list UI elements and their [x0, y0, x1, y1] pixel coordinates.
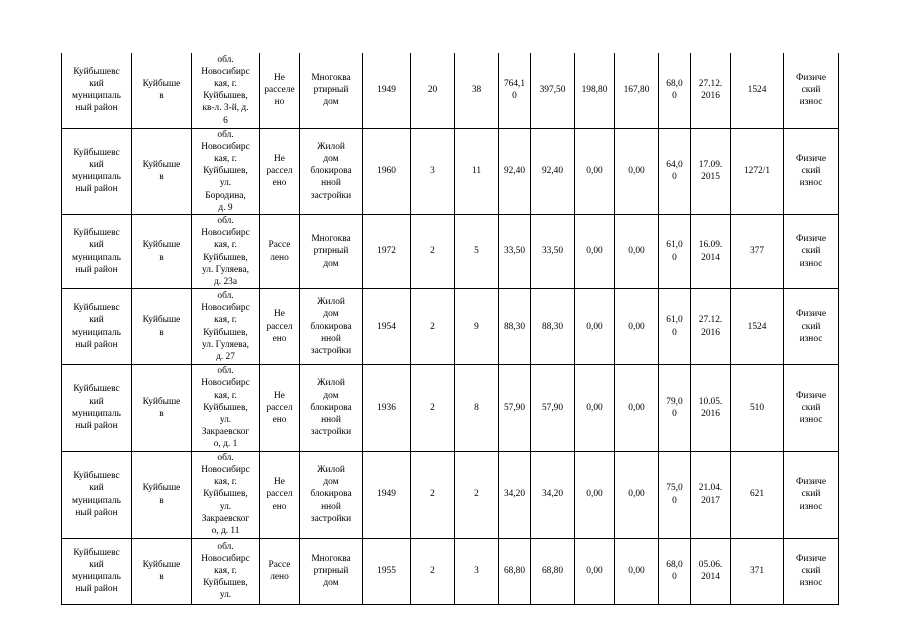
- cell-text: 371: [749, 565, 765, 576]
- cell-text: 57,90: [541, 402, 564, 413]
- cell-number: [731, 451, 784, 538]
- cell-text: 33,50: [541, 246, 564, 257]
- cell-text: 0,00: [628, 402, 645, 413]
- cell-area-a: [531, 365, 575, 451]
- table-row: [62, 53, 839, 128]
- cell-text: 0,00: [628, 565, 645, 576]
- cell-text: 27.12. 2016: [698, 79, 723, 102]
- cell-area-a: [531, 128, 575, 214]
- cell-area-b: [575, 451, 615, 538]
- cell-residents: [411, 451, 455, 538]
- cell-text: 38: [471, 85, 482, 96]
- cell-house-type: [300, 538, 363, 604]
- cell-text: обл. Новосибирс кая, г. Куйбышев, ул.: [201, 541, 250, 601]
- cell-total-area: [499, 289, 531, 365]
- cell-area-c: [615, 538, 659, 604]
- cell-text: Куйбышевс кий муниципаль ный район: [72, 228, 121, 275]
- cell-text: 75,0 0: [666, 483, 683, 506]
- cell-text: Куйбыше в: [142, 559, 181, 583]
- cell-text: 1954: [377, 321, 396, 332]
- cell-text: 21.04. 2017: [698, 483, 723, 506]
- cell-text: 0,00: [628, 246, 645, 257]
- cell-text: 27.12. 2016: [698, 315, 723, 338]
- cell-text: 2: [430, 246, 435, 257]
- cell-text: 0,00: [628, 321, 645, 332]
- cell-text: 1960: [377, 166, 396, 177]
- cell-wear: [659, 214, 691, 288]
- cell-text: Многоква ртирный дом: [311, 72, 351, 108]
- cell-number: [731, 53, 784, 128]
- cell-text: Куйбыше в: [142, 315, 181, 338]
- cell-text: Не рассел ено: [266, 309, 293, 344]
- cell-wear: [659, 451, 691, 538]
- cell-area-b: [575, 214, 615, 288]
- cell-text: 1949: [377, 489, 396, 500]
- cell-address: [192, 365, 260, 451]
- cell-text: Куйбышевс кий муниципаль ный район: [72, 471, 121, 518]
- cell-date: [691, 365, 731, 451]
- cell-text: 764,1 0: [503, 79, 526, 102]
- cell-area-b: [575, 538, 615, 604]
- cell-residents: [411, 538, 455, 604]
- cell-settlement: [132, 289, 192, 365]
- cell-text: Жилой дом блокирова нной застройки: [310, 297, 352, 356]
- cell-residents: [411, 128, 455, 214]
- table-row: [62, 289, 839, 365]
- cell-text: 68,80: [541, 565, 564, 576]
- cell-resettlement: [260, 289, 300, 365]
- cell-area-c: [615, 365, 659, 451]
- cell-area-c: [615, 128, 659, 214]
- cell-text: 167,80: [623, 85, 650, 96]
- cell-number: [731, 538, 784, 604]
- cell-settlement: [132, 451, 192, 538]
- cell-text: Жилой дом блокирова нной застройки: [310, 141, 352, 201]
- cell-date: [691, 538, 731, 604]
- cell-text: Не рассел ено: [266, 153, 293, 189]
- cell-reason: [784, 214, 839, 288]
- cell-rooms: [455, 538, 499, 604]
- cell-text: Физиче ский износ: [795, 153, 827, 189]
- cell-address: [192, 214, 260, 288]
- cell-year: [363, 214, 411, 288]
- cell-settlement: [132, 128, 192, 214]
- cell-settlement: [132, 365, 192, 451]
- cell-house-type: [300, 289, 363, 365]
- cell-district: [62, 53, 132, 128]
- cell-text: 0,00: [628, 166, 645, 177]
- cell-number: [731, 365, 784, 451]
- cell-area-a: [531, 214, 575, 288]
- cell-text: обл. Новосибирс кая, г. Куйбышев, ул. Бородина, д. 9: [201, 129, 250, 213]
- cell-text: 621: [749, 489, 765, 500]
- cell-year: [363, 289, 411, 365]
- cell-text: 2: [430, 565, 435, 576]
- cell-number: [731, 128, 784, 214]
- cell-text: 3: [430, 166, 435, 177]
- cell-year: [363, 53, 411, 128]
- cell-area-a: [531, 289, 575, 365]
- cell-date: [691, 53, 731, 128]
- table-row: [62, 214, 839, 288]
- cell-text: 68,0 0: [666, 559, 683, 583]
- cell-total-area: [499, 53, 531, 128]
- cell-text: 92,40: [503, 166, 526, 177]
- cell-text: 0,00: [586, 565, 603, 576]
- cell-wear: [659, 289, 691, 365]
- cell-text: Куйбышевс кий муниципаль ный район: [72, 384, 121, 432]
- cell-date: [691, 128, 731, 214]
- cell-text: 05.06. 2014: [698, 559, 723, 583]
- cell-text: 68,0 0: [666, 79, 683, 102]
- cell-text: Куйбышевс кий муниципаль ный район: [72, 547, 121, 595]
- cell-resettlement: [260, 53, 300, 128]
- cell-settlement: [132, 53, 192, 128]
- cell-text: Куйбыше в: [142, 240, 181, 263]
- cell-text: 79,0 0: [666, 396, 683, 419]
- cell-year: [363, 538, 411, 604]
- cell-text: 0,00: [586, 489, 603, 500]
- cell-area-c: [615, 451, 659, 538]
- cell-text: 5: [474, 246, 479, 257]
- cell-rooms: [455, 214, 499, 288]
- cell-text: 8: [474, 402, 479, 413]
- cell-text: 1936: [377, 402, 396, 413]
- cell-text: 198,80: [581, 85, 608, 96]
- cell-address: [192, 538, 260, 604]
- cell-area-a: [531, 53, 575, 128]
- cell-text: Физиче ский износ: [795, 553, 827, 589]
- cell-district: [62, 538, 132, 604]
- cell-text: обл. Новосибирс кая, г. Куйбышев, ул. Гуляева, д. 27: [201, 291, 250, 363]
- cell-text: 34,20: [541, 489, 564, 500]
- cell-text: 510: [749, 402, 765, 413]
- cell-address: [192, 451, 260, 538]
- cell-text: 1524: [747, 85, 767, 96]
- cell-text: 17.09. 2015: [698, 160, 723, 183]
- cell-rooms: [455, 451, 499, 538]
- cell-text: 2: [474, 489, 479, 500]
- cell-text: 20: [427, 85, 438, 96]
- cell-text: Жилой дом блокирова нной застройки: [310, 378, 352, 438]
- cell-resettlement: [260, 538, 300, 604]
- cell-year: [363, 451, 411, 538]
- cell-text: 1524: [747, 321, 767, 332]
- cell-text: Физиче ский износ: [795, 234, 827, 269]
- cell-text: 1949: [377, 85, 396, 96]
- cell-text: Физиче ский износ: [795, 477, 827, 512]
- cell-text: 61,0 0: [666, 240, 683, 263]
- cell-number: [731, 289, 784, 365]
- cell-reason: [784, 451, 839, 538]
- cell-text: 88,30: [503, 321, 526, 332]
- cell-text: обл. Новосибирс кая, г. Куйбышев, ул. Гуляева, д. 23а: [201, 215, 250, 287]
- cell-wear: [659, 128, 691, 214]
- table-row: [62, 451, 839, 538]
- cell-total-area: [499, 365, 531, 451]
- cell-total-area: [499, 451, 531, 538]
- cell-text: 377: [749, 246, 765, 257]
- cell-text: обл. Новосибирс кая, г. Куйбышев, кв-л. 3-й, д. 6: [201, 54, 250, 126]
- cell-text: 61,0 0: [666, 315, 683, 338]
- cell-text: 34,20: [503, 489, 526, 500]
- cell-area-c: [615, 289, 659, 365]
- cell-text: Рассе лено: [268, 559, 291, 583]
- cell-text: 68,80: [503, 565, 526, 576]
- cell-date: [691, 289, 731, 365]
- cell-house-type: [300, 451, 363, 538]
- cell-text: 2: [430, 402, 435, 413]
- cell-area-a: [531, 451, 575, 538]
- cell-number: [731, 214, 784, 288]
- cell-text: Многоква ртирный дом: [311, 234, 351, 269]
- cell-text: Куйбыше в: [142, 160, 181, 183]
- cell-text: 57,90: [503, 402, 526, 413]
- cell-area-b: [575, 53, 615, 128]
- cell-area-a: [531, 538, 575, 604]
- cell-text: 1955: [377, 565, 396, 576]
- cell-text: 0,00: [586, 321, 603, 332]
- cell-text: 1972: [377, 246, 396, 257]
- cell-text: 11: [471, 166, 482, 177]
- cell-text: 2: [430, 489, 435, 500]
- cell-text: Куйбышевс кий муниципаль ный район: [72, 303, 121, 350]
- cell-reason: [784, 538, 839, 604]
- cell-district: [62, 128, 132, 214]
- cell-address: [192, 289, 260, 365]
- cell-text: 16.09. 2014: [698, 240, 723, 263]
- cell-text: обл. Новосибирс кая, г. Куйбышев, ул. Закраевског о, д. 1: [201, 366, 250, 450]
- cell-residents: [411, 53, 455, 128]
- cell-text: 397,50: [539, 85, 566, 96]
- cell-text: 3: [474, 565, 479, 576]
- cell-text: Куйбыше в: [142, 79, 181, 102]
- cell-text: 88,30: [541, 321, 564, 332]
- cell-total-area: [499, 128, 531, 214]
- cell-area-b: [575, 289, 615, 365]
- cell-house-type: [300, 365, 363, 451]
- cell-resettlement: [260, 214, 300, 288]
- cell-text: 0,00: [586, 166, 603, 177]
- cell-rooms: [455, 365, 499, 451]
- cell-rooms: [455, 289, 499, 365]
- table-body: [62, 53, 839, 604]
- cell-text: обл. Новосибирс кая, г. Куйбышев, ул. Закраевског о, д. 11: [201, 452, 250, 537]
- cell-text: Не рассел ено: [266, 477, 293, 512]
- cell-text: Куйбыше в: [142, 396, 181, 419]
- cell-resettlement: [260, 365, 300, 451]
- cell-text: 10.05. 2016: [698, 396, 723, 419]
- cell-reason: [784, 53, 839, 128]
- cell-district: [62, 289, 132, 365]
- table-row: [62, 128, 839, 214]
- cell-text: Не рассел ено: [266, 390, 293, 425]
- cell-year: [363, 365, 411, 451]
- cell-reason: [784, 365, 839, 451]
- cell-text: Физиче ский износ: [795, 390, 827, 425]
- cell-area-c: [615, 214, 659, 288]
- table-row: [62, 538, 839, 604]
- cell-district: [62, 365, 132, 451]
- cell-date: [691, 214, 731, 288]
- cell-year: [363, 128, 411, 214]
- cell-settlement: [132, 214, 192, 288]
- cell-rooms: [455, 53, 499, 128]
- cell-text: 92,40: [541, 166, 564, 177]
- cell-total-area: [499, 538, 531, 604]
- cell-text: 9: [474, 321, 479, 332]
- cell-area-c: [615, 53, 659, 128]
- cell-house-type: [300, 53, 363, 128]
- cell-district: [62, 451, 132, 538]
- cell-text: 64,0 0: [666, 160, 683, 183]
- cell-house-type: [300, 214, 363, 288]
- cell-text: Рассе лено: [268, 240, 291, 263]
- table-row: [62, 365, 839, 451]
- cell-wear: [659, 365, 691, 451]
- cell-residents: [411, 289, 455, 365]
- cell-text: 33,50: [503, 246, 526, 257]
- cell-area-b: [575, 128, 615, 214]
- cell-text: Физиче ский износ: [795, 309, 827, 344]
- cell-text: Куйбышевс кий муниципаль ный район: [72, 66, 121, 114]
- cell-district: [62, 214, 132, 288]
- cell-text: Куйбыше в: [142, 483, 181, 506]
- cell-text: 0,00: [628, 489, 645, 500]
- cell-date: [691, 451, 731, 538]
- cell-residents: [411, 214, 455, 288]
- cell-wear: [659, 538, 691, 604]
- cell-text: Жилой дом блокирова нной застройки: [310, 465, 352, 524]
- cell-reason: [784, 128, 839, 214]
- cell-total-area: [499, 214, 531, 288]
- cell-text: 0,00: [586, 246, 603, 257]
- cell-text: Физиче ский износ: [795, 72, 827, 108]
- cell-wear: [659, 53, 691, 128]
- cell-address: [192, 53, 260, 128]
- cell-reason: [784, 289, 839, 365]
- cell-residents: [411, 365, 455, 451]
- cell-resettlement: [260, 128, 300, 214]
- cell-rooms: [455, 128, 499, 214]
- cell-text: Куйбышевс кий муниципаль ный район: [72, 147, 121, 195]
- cell-text: Не расселе но: [264, 72, 295, 108]
- cell-address: [192, 128, 260, 214]
- cell-text: 0,00: [586, 402, 603, 413]
- cell-house-type: [300, 128, 363, 214]
- housing-registry-table: [61, 53, 839, 605]
- cell-resettlement: [260, 451, 300, 538]
- cell-text: 1272/1: [743, 166, 771, 177]
- cell-text: 2: [430, 321, 435, 332]
- cell-area-b: [575, 365, 615, 451]
- cell-text: Многоква ртирный дом: [311, 553, 351, 589]
- cell-settlement: [132, 538, 192, 604]
